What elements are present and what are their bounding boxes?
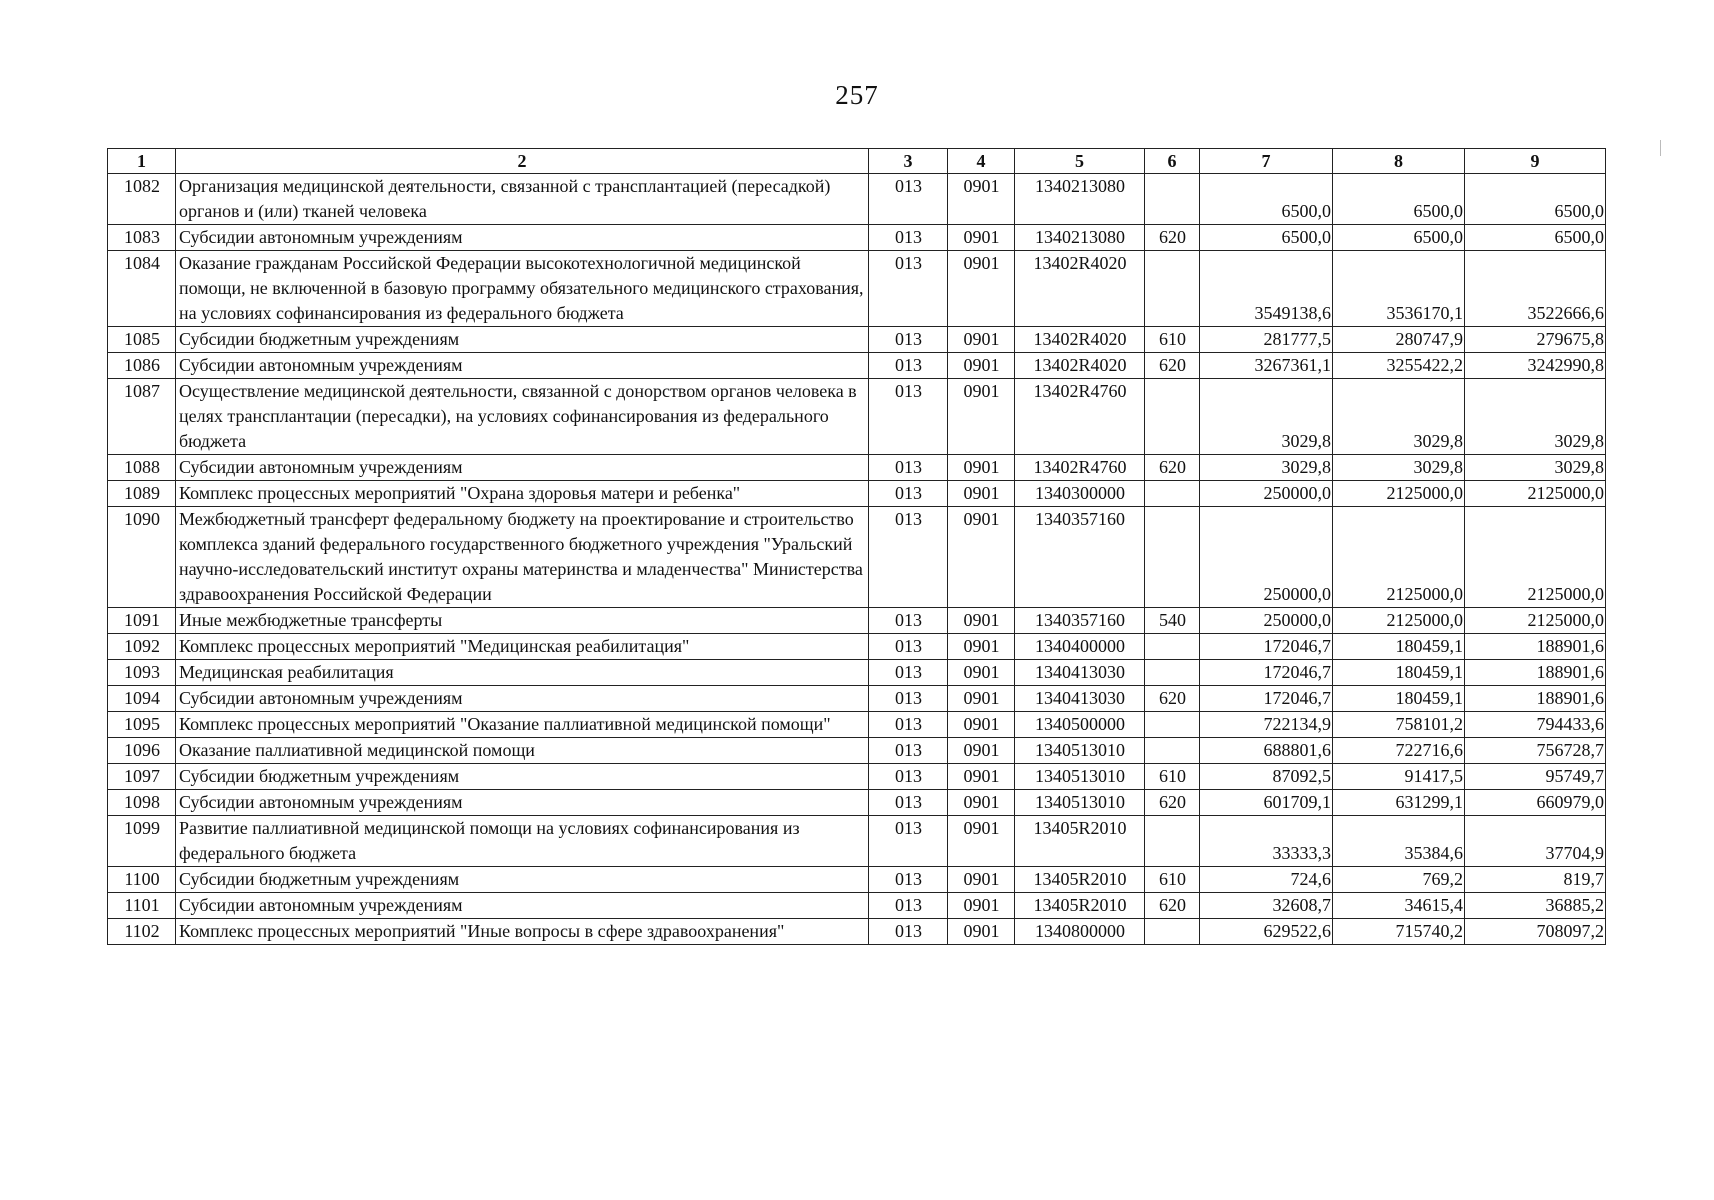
row-name-cell: Комплекс процессных мероприятий "Охрана здоровья матери и ребенка" xyxy=(176,481,869,507)
row-name-cell: Оказание паллиативной медицинской помощи xyxy=(176,738,869,764)
row-name-cell: Субсидии бюджетным учреждениям xyxy=(176,867,869,893)
row-name-cell: Медицинская реабилитация xyxy=(176,660,869,686)
row-name-cell: Субсидии автономным учреждениям xyxy=(176,225,869,251)
table-row xyxy=(108,764,1606,790)
section-code-cell: 0901 xyxy=(948,507,1015,608)
expense-type-cell xyxy=(1145,379,1200,455)
ministry-code-cell: 013 xyxy=(869,455,948,481)
row-number-cell: 1101 xyxy=(108,893,176,919)
ministry-code-cell: 013 xyxy=(869,481,948,507)
amount-year-1-cell: 6500,0 xyxy=(1200,225,1333,251)
amount-year-2-cell: 34615,4 xyxy=(1333,893,1465,919)
expense-type-cell: 620 xyxy=(1145,353,1200,379)
amount-year-3-cell: 3029,8 xyxy=(1465,379,1606,455)
expense-type-cell xyxy=(1145,251,1200,327)
amount-year-1-cell: 3267361,1 xyxy=(1200,353,1333,379)
amount-year-3-cell: 2125000,0 xyxy=(1465,608,1606,634)
table-row xyxy=(108,327,1606,353)
expense-type-cell xyxy=(1145,174,1200,225)
table-row xyxy=(108,816,1606,867)
amount-year-1-cell: 172046,7 xyxy=(1200,686,1333,712)
amount-year-3-cell: 6500,0 xyxy=(1465,225,1606,251)
row-name-cell: Субсидии автономным учреждениям xyxy=(176,893,869,919)
amount-year-1-cell: 3029,8 xyxy=(1200,379,1333,455)
ministry-code-cell: 013 xyxy=(869,353,948,379)
row-number-cell: 1099 xyxy=(108,816,176,867)
amount-year-3-cell: 708097,2 xyxy=(1465,919,1606,945)
expense-type-cell: 620 xyxy=(1145,686,1200,712)
amount-year-1-cell: 281777,5 xyxy=(1200,327,1333,353)
amount-year-1-cell: 3029,8 xyxy=(1200,455,1333,481)
amount-year-1-cell: 250000,0 xyxy=(1200,481,1333,507)
row-name-cell: Комплекс процессных мероприятий "Иные вопросы в сфере здравоохранения" xyxy=(176,919,869,945)
expense-type-cell xyxy=(1145,634,1200,660)
amount-year-2-cell: 631299,1 xyxy=(1333,790,1465,816)
amount-year-3-cell: 2125000,0 xyxy=(1465,481,1606,507)
target-article-cell: 13402R4760 xyxy=(1015,455,1145,481)
amount-year-1-cell: 250000,0 xyxy=(1200,507,1333,608)
target-article-cell: 1340357160 xyxy=(1015,608,1145,634)
column-header: 2 xyxy=(176,149,869,174)
budget-table xyxy=(107,148,1606,945)
amount-year-1-cell: 724,6 xyxy=(1200,867,1333,893)
section-code-cell: 0901 xyxy=(948,634,1015,660)
row-name-cell: Субсидии автономным учреждениям xyxy=(176,455,869,481)
table-row xyxy=(108,738,1606,764)
amount-year-3-cell: 3029,8 xyxy=(1465,455,1606,481)
ministry-code-cell: 013 xyxy=(869,919,948,945)
section-code-cell: 0901 xyxy=(948,251,1015,327)
amount-year-2-cell: 2125000,0 xyxy=(1333,608,1465,634)
row-name-cell: Субсидии автономным учреждениям xyxy=(176,353,869,379)
amount-year-3-cell: 3522666,6 xyxy=(1465,251,1606,327)
ministry-code-cell: 013 xyxy=(869,764,948,790)
amount-year-1-cell: 172046,7 xyxy=(1200,660,1333,686)
table-row xyxy=(108,507,1606,608)
ministry-code-cell: 013 xyxy=(869,225,948,251)
row-number-cell: 1085 xyxy=(108,327,176,353)
row-name-cell: Субсидии бюджетным учреждениям xyxy=(176,327,869,353)
expense-type-cell xyxy=(1145,481,1200,507)
amount-year-2-cell: 2125000,0 xyxy=(1333,481,1465,507)
amount-year-1-cell: 688801,6 xyxy=(1200,738,1333,764)
row-name-cell: Субсидии бюджетным учреждениям xyxy=(176,764,869,790)
table-row xyxy=(108,712,1606,738)
row-number-cell: 1102 xyxy=(108,919,176,945)
column-header: 7 xyxy=(1200,149,1333,174)
column-header: 3 xyxy=(869,149,948,174)
ministry-code-cell: 013 xyxy=(869,251,948,327)
table-row xyxy=(108,893,1606,919)
amount-year-3-cell: 188901,6 xyxy=(1465,634,1606,660)
amount-year-2-cell: 280747,9 xyxy=(1333,327,1465,353)
row-name-cell: Субсидии автономным учреждениям xyxy=(176,790,869,816)
row-name-cell: Иные межбюджетные трансферты xyxy=(176,608,869,634)
target-article-cell: 1340300000 xyxy=(1015,481,1145,507)
section-code-cell: 0901 xyxy=(948,919,1015,945)
row-number-cell: 1096 xyxy=(108,738,176,764)
table-row xyxy=(108,919,1606,945)
section-code-cell: 0901 xyxy=(948,225,1015,251)
column-header: 6 xyxy=(1145,149,1200,174)
row-number-cell: 1088 xyxy=(108,455,176,481)
row-number-cell: 1087 xyxy=(108,379,176,455)
table-body xyxy=(108,174,1606,945)
table-row xyxy=(108,867,1606,893)
amount-year-3-cell: 3242990,8 xyxy=(1465,353,1606,379)
amount-year-2-cell: 3029,8 xyxy=(1333,379,1465,455)
target-article-cell: 13402R4020 xyxy=(1015,353,1145,379)
expense-type-cell: 620 xyxy=(1145,225,1200,251)
amount-year-3-cell: 279675,8 xyxy=(1465,327,1606,353)
amount-year-2-cell: 6500,0 xyxy=(1333,174,1465,225)
section-code-cell: 0901 xyxy=(948,455,1015,481)
row-number-cell: 1100 xyxy=(108,867,176,893)
row-number-cell: 1092 xyxy=(108,634,176,660)
amount-year-1-cell: 32608,7 xyxy=(1200,893,1333,919)
target-article-cell: 1340800000 xyxy=(1015,919,1145,945)
table-row xyxy=(108,660,1606,686)
target-article-cell: 1340413030 xyxy=(1015,686,1145,712)
amount-year-1-cell: 3549138,6 xyxy=(1200,251,1333,327)
expense-type-cell xyxy=(1145,712,1200,738)
expense-type-cell xyxy=(1145,507,1200,608)
amount-year-3-cell: 794433,6 xyxy=(1465,712,1606,738)
ministry-code-cell: 013 xyxy=(869,790,948,816)
table-row xyxy=(108,608,1606,634)
column-header: 5 xyxy=(1015,149,1145,174)
target-article-cell: 1340413030 xyxy=(1015,660,1145,686)
row-name-cell: Субсидии автономным учреждениям xyxy=(176,686,869,712)
table-row xyxy=(108,174,1606,225)
amount-year-1-cell: 601709,1 xyxy=(1200,790,1333,816)
amount-year-2-cell: 722716,6 xyxy=(1333,738,1465,764)
row-number-cell: 1091 xyxy=(108,608,176,634)
amount-year-1-cell: 33333,3 xyxy=(1200,816,1333,867)
table-row xyxy=(108,481,1606,507)
section-code-cell: 0901 xyxy=(948,712,1015,738)
scan-mark xyxy=(1660,140,1661,156)
table-row xyxy=(108,353,1606,379)
amount-year-2-cell: 769,2 xyxy=(1333,867,1465,893)
expense-type-cell: 620 xyxy=(1145,790,1200,816)
row-number-cell: 1095 xyxy=(108,712,176,738)
target-article-cell: 13402R4020 xyxy=(1015,327,1145,353)
row-number-cell: 1090 xyxy=(108,507,176,608)
amount-year-2-cell: 180459,1 xyxy=(1333,634,1465,660)
column-header: 4 xyxy=(948,149,1015,174)
amount-year-3-cell: 37704,9 xyxy=(1465,816,1606,867)
amount-year-2-cell: 35384,6 xyxy=(1333,816,1465,867)
target-article-cell: 1340513010 xyxy=(1015,738,1145,764)
header-row xyxy=(108,149,1606,174)
ministry-code-cell: 013 xyxy=(869,379,948,455)
expense-type-cell: 620 xyxy=(1145,893,1200,919)
row-number-cell: 1089 xyxy=(108,481,176,507)
row-number-cell: 1082 xyxy=(108,174,176,225)
amount-year-3-cell: 819,7 xyxy=(1465,867,1606,893)
table-row xyxy=(108,686,1606,712)
target-article-cell: 13405R2010 xyxy=(1015,893,1145,919)
column-header: 9 xyxy=(1465,149,1606,174)
amount-year-1-cell: 172046,7 xyxy=(1200,634,1333,660)
row-number-cell: 1084 xyxy=(108,251,176,327)
target-article-cell: 13402R4760 xyxy=(1015,379,1145,455)
amount-year-2-cell: 715740,2 xyxy=(1333,919,1465,945)
table-row xyxy=(108,455,1606,481)
amount-year-2-cell: 3536170,1 xyxy=(1333,251,1465,327)
amount-year-3-cell: 95749,7 xyxy=(1465,764,1606,790)
ministry-code-cell: 013 xyxy=(869,867,948,893)
row-name-cell: Осуществление медицинской деятельности, связанной с донорством органов человека в целях трансплантации (пересадки), на условиях софинансирования из федерального бюджета xyxy=(176,379,869,455)
section-code-cell: 0901 xyxy=(948,174,1015,225)
ministry-code-cell: 013 xyxy=(869,608,948,634)
amount-year-1-cell: 629522,6 xyxy=(1200,919,1333,945)
amount-year-1-cell: 6500,0 xyxy=(1200,174,1333,225)
amount-year-1-cell: 250000,0 xyxy=(1200,608,1333,634)
table-row xyxy=(108,790,1606,816)
amount-year-3-cell: 2125000,0 xyxy=(1465,507,1606,608)
ministry-code-cell: 013 xyxy=(869,738,948,764)
section-code-cell: 0901 xyxy=(948,790,1015,816)
amount-year-2-cell: 91417,5 xyxy=(1333,764,1465,790)
section-code-cell: 0901 xyxy=(948,893,1015,919)
target-article-cell: 1340500000 xyxy=(1015,712,1145,738)
section-code-cell: 0901 xyxy=(948,816,1015,867)
table-row xyxy=(108,251,1606,327)
table-row xyxy=(108,634,1606,660)
amount-year-2-cell: 180459,1 xyxy=(1333,686,1465,712)
ministry-code-cell: 013 xyxy=(869,327,948,353)
expense-type-cell: 610 xyxy=(1145,327,1200,353)
amount-year-2-cell: 3029,8 xyxy=(1333,455,1465,481)
section-code-cell: 0901 xyxy=(948,660,1015,686)
expense-type-cell: 620 xyxy=(1145,455,1200,481)
ministry-code-cell: 013 xyxy=(869,686,948,712)
section-code-cell: 0901 xyxy=(948,764,1015,790)
ministry-code-cell: 013 xyxy=(869,816,948,867)
amount-year-3-cell: 756728,7 xyxy=(1465,738,1606,764)
column-header: 8 xyxy=(1333,149,1465,174)
ministry-code-cell: 013 xyxy=(869,507,948,608)
section-code-cell: 0901 xyxy=(948,379,1015,455)
row-name-cell: Развитие паллиативной медицинской помощи на условиях софинансирования из федерального бюджета xyxy=(176,816,869,867)
row-name-cell: Комплекс процессных мероприятий "Оказание паллиативной медицинской помощи" xyxy=(176,712,869,738)
target-article-cell: 1340400000 xyxy=(1015,634,1145,660)
expense-type-cell: 540 xyxy=(1145,608,1200,634)
column-header: 1 xyxy=(108,149,176,174)
amount-year-3-cell: 6500,0 xyxy=(1465,174,1606,225)
target-article-cell: 1340357160 xyxy=(1015,507,1145,608)
expense-type-cell xyxy=(1145,919,1200,945)
row-name-cell: Межбюджетный трансферт федеральному бюджету на проектирование и строительство комплекса зданий федерального государственного бюджетного учреждения "Уральский научно-исследовательский институт охраны материнства и младенчества" Министерства здравоохранения Российской Федерации xyxy=(176,507,869,608)
amount-year-2-cell: 6500,0 xyxy=(1333,225,1465,251)
section-code-cell: 0901 xyxy=(948,353,1015,379)
expense-type-cell xyxy=(1145,738,1200,764)
section-code-cell: 0901 xyxy=(948,867,1015,893)
row-number-cell: 1083 xyxy=(108,225,176,251)
budget-table-container xyxy=(107,148,1605,945)
amount-year-2-cell: 180459,1 xyxy=(1333,660,1465,686)
expense-type-cell xyxy=(1145,816,1200,867)
section-code-cell: 0901 xyxy=(948,608,1015,634)
target-article-cell: 1340513010 xyxy=(1015,790,1145,816)
ministry-code-cell: 013 xyxy=(869,712,948,738)
expense-type-cell xyxy=(1145,660,1200,686)
ministry-code-cell: 013 xyxy=(869,634,948,660)
section-code-cell: 0901 xyxy=(948,686,1015,712)
row-number-cell: 1097 xyxy=(108,764,176,790)
row-name-cell: Организация медицинской деятельности, связанной с трансплантацией (пересадкой) органов и (или) тканей человека xyxy=(176,174,869,225)
target-article-cell: 13405R2010 xyxy=(1015,816,1145,867)
amount-year-3-cell: 36885,2 xyxy=(1465,893,1606,919)
row-name-cell: Оказание гражданам Российской Федерации высокотехнологичной медицинской помощи, не включенной в базовую программу обязательного медицинского страхования, на условиях софинансирования из федерального бюджета xyxy=(176,251,869,327)
target-article-cell: 1340213080 xyxy=(1015,225,1145,251)
expense-type-cell: 610 xyxy=(1145,867,1200,893)
ministry-code-cell: 013 xyxy=(869,660,948,686)
amount-year-1-cell: 722134,9 xyxy=(1200,712,1333,738)
row-number-cell: 1098 xyxy=(108,790,176,816)
row-name-cell: Комплекс процессных мероприятий "Медицинская реабилитация" xyxy=(176,634,869,660)
ministry-code-cell: 013 xyxy=(869,893,948,919)
table-row xyxy=(108,225,1606,251)
target-article-cell: 13402R4020 xyxy=(1015,251,1145,327)
amount-year-1-cell: 87092,5 xyxy=(1200,764,1333,790)
amount-year-2-cell: 758101,2 xyxy=(1333,712,1465,738)
section-code-cell: 0901 xyxy=(948,327,1015,353)
ministry-code-cell: 013 xyxy=(869,174,948,225)
amount-year-3-cell: 188901,6 xyxy=(1465,686,1606,712)
expense-type-cell: 610 xyxy=(1145,764,1200,790)
amount-year-2-cell: 2125000,0 xyxy=(1333,507,1465,608)
target-article-cell: 13405R2010 xyxy=(1015,867,1145,893)
table-row xyxy=(108,379,1606,455)
section-code-cell: 0901 xyxy=(948,738,1015,764)
section-code-cell: 0901 xyxy=(948,481,1015,507)
amount-year-3-cell: 188901,6 xyxy=(1465,660,1606,686)
target-article-cell: 1340513010 xyxy=(1015,764,1145,790)
target-article-cell: 1340213080 xyxy=(1015,174,1145,225)
page-number: 257 xyxy=(835,80,879,110)
row-number-cell: 1086 xyxy=(108,353,176,379)
row-number-cell: 1093 xyxy=(108,660,176,686)
amount-year-3-cell: 660979,0 xyxy=(1465,790,1606,816)
row-number-cell: 1094 xyxy=(108,686,176,712)
amount-year-2-cell: 3255422,2 xyxy=(1333,353,1465,379)
